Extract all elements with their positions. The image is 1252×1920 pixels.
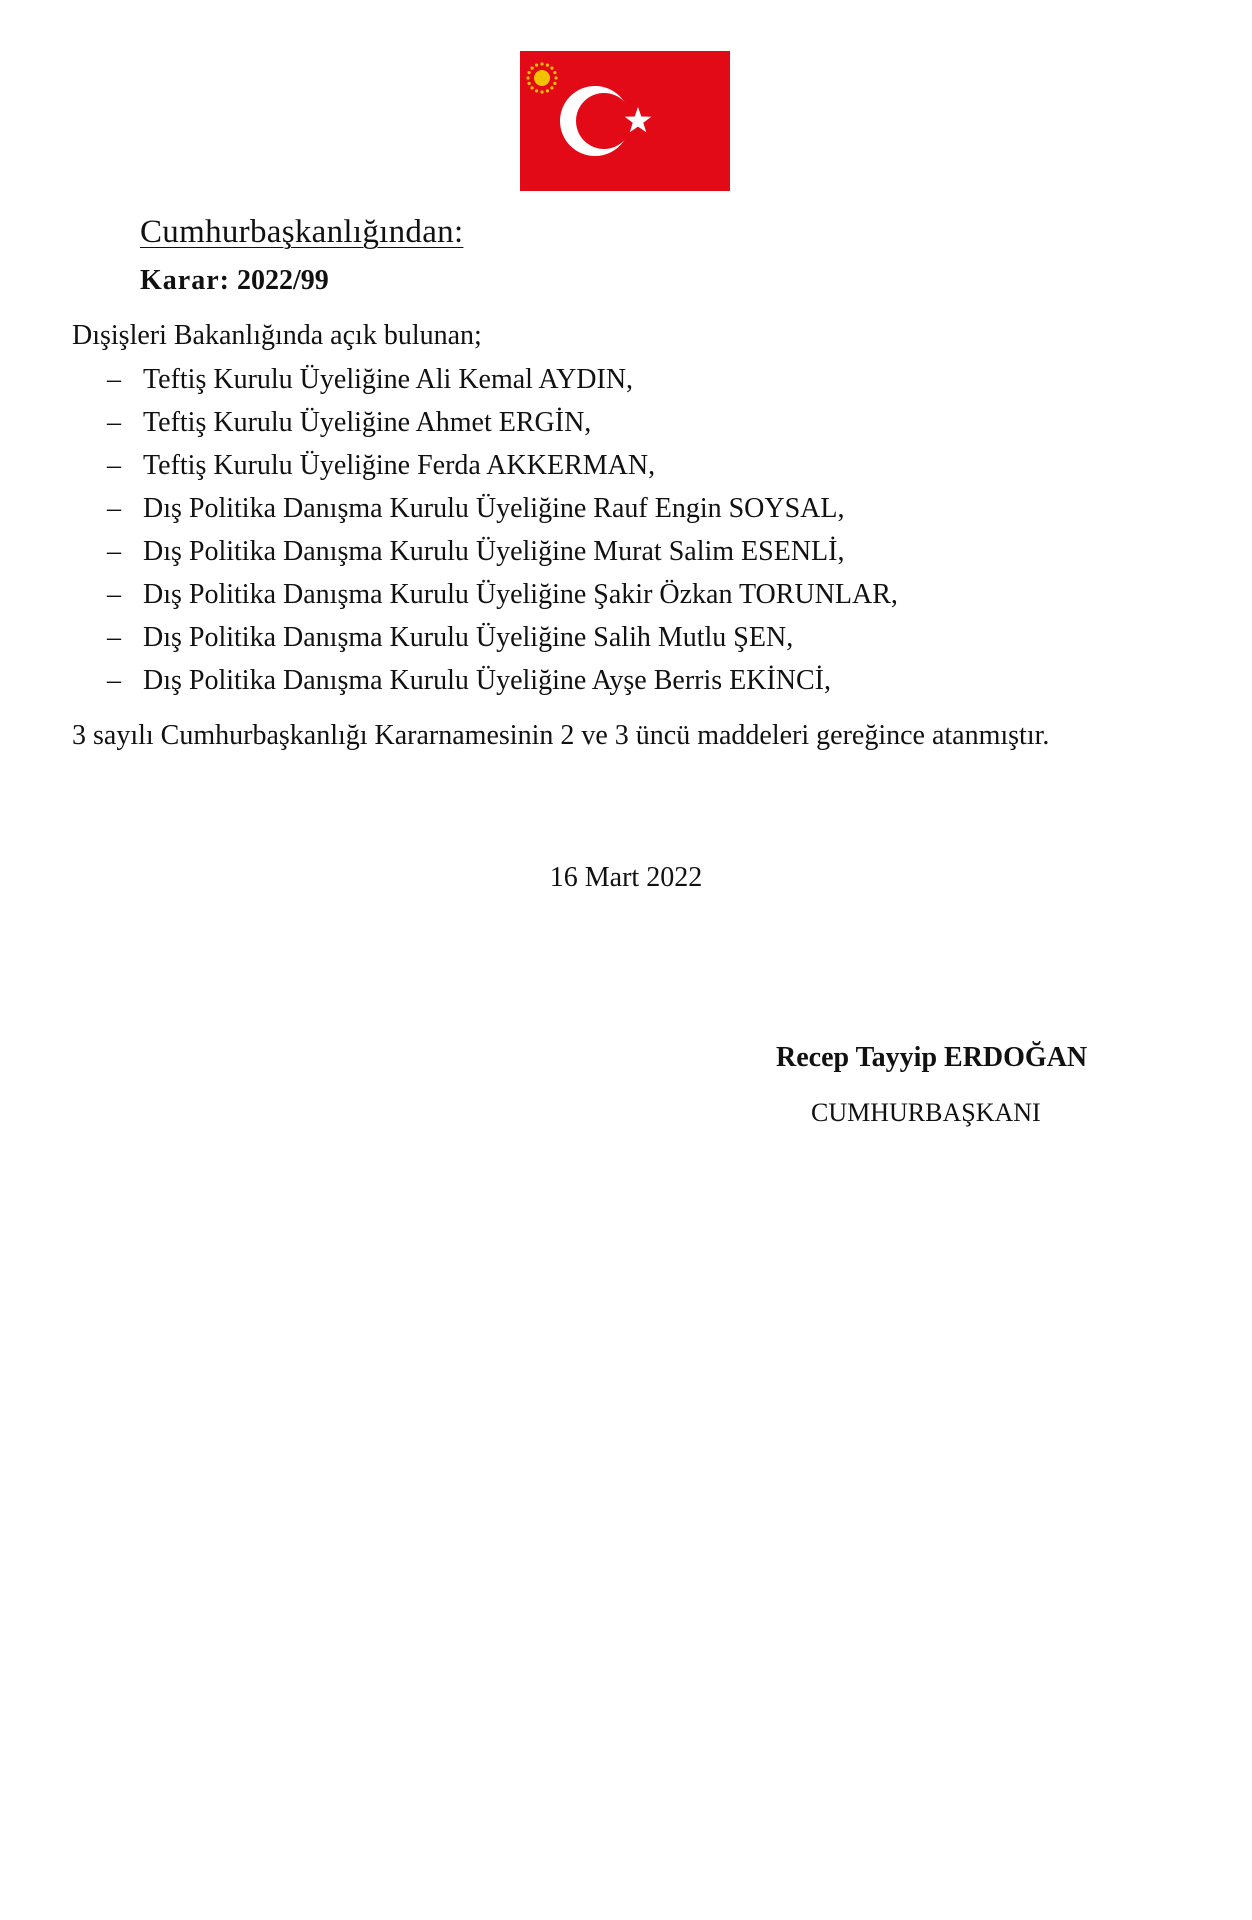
issuer-heading: Cumhurbaşkanlığından: [140, 214, 464, 250]
list-item-text: Dış Politika Danışma Kurulu Üyeliğine Salih Mutlu ŞEN, [143, 622, 794, 653]
date-text: 16 Mart 2022 [549, 862, 703, 893]
decision-date [0, 862, 1252, 894]
decision-line [140, 265, 329, 297]
list-item-text: Teftiş Kurulu Üyeliğine Ferda AKKERMAN, [143, 450, 656, 481]
dash-bullet: – [107, 450, 121, 481]
dash-bullet: – [107, 579, 121, 610]
decision-number: 2022/99 [236, 265, 329, 296]
turkish-flag-emblem [520, 51, 730, 191]
signer-name: Recep Tayyip ERDOĞAN [776, 1042, 1088, 1073]
list-item-text: Teftiş Kurulu Üyeliğine Ali Kemal AYDIN, [143, 364, 634, 395]
dash-bullet: – [107, 622, 121, 653]
dash-bullet: – [107, 536, 121, 567]
list-item-text: Dış Politika Danışma Kurulu Üyeliğine Ayşe Berris EKİNCİ, [143, 665, 832, 696]
decision-label: Karar: [140, 265, 230, 296]
dash-bullet: – [107, 493, 121, 524]
list-item-text: Dış Politika Danışma Kurulu Üyeliğine Şakir Özkan TORUNLAR, [143, 579, 898, 610]
dash-bullet: – [107, 407, 121, 438]
list-item-text: Teftiş Kurulu Üyeliğine Ahmet ERGİN, [143, 407, 592, 438]
dash-bullet: – [107, 665, 121, 696]
list-item-text: Dış Politika Danışma Kurulu Üyeliğine Murat Salim ESENLİ, [143, 536, 845, 567]
dash-bullet: – [107, 364, 121, 395]
intro-text: Dışişleri Bakanlığında açık bulunan; [72, 320, 482, 351]
closing-text: 3 sayılı Cumhurbaşkanlığı Kararnamesinin 2 ve 3 üncü maddeleri gereğince atanmıştır. [72, 720, 1050, 751]
list-item-text: Dış Politika Danışma Kurulu Üyeliğine Rauf Engin SOYSAL, [143, 493, 845, 524]
signer-title: CUMHURBAŞKANI [811, 1098, 1041, 1127]
